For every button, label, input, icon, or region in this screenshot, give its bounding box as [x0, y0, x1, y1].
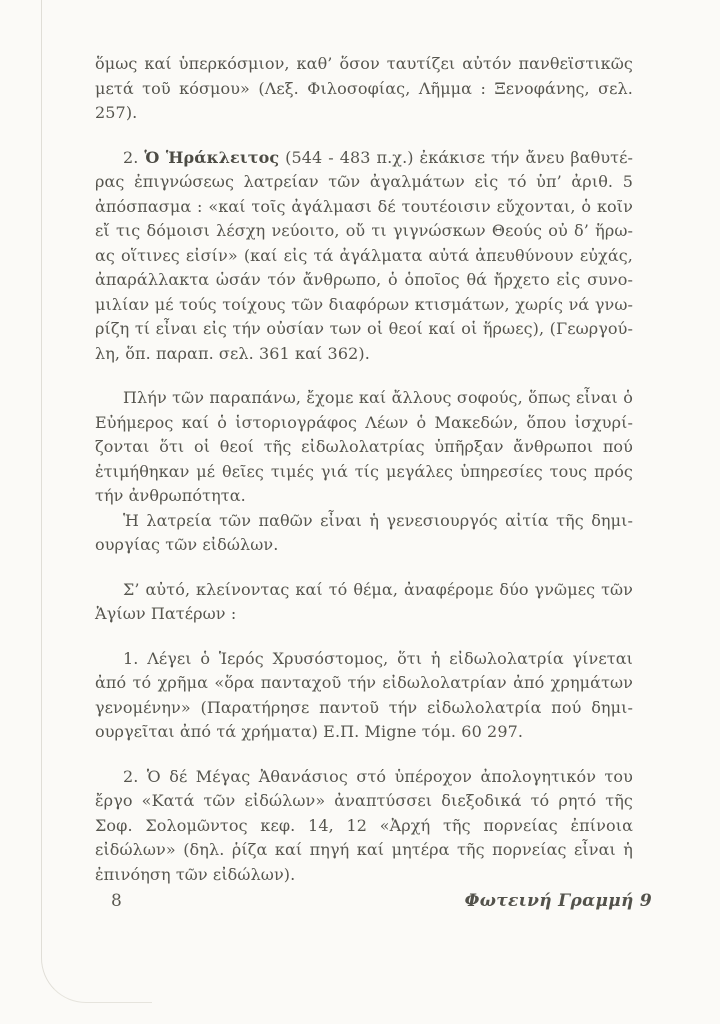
- text-line: ὅμως καί ὑπερκόσμιον, καθ’ ὅσον ταυτίζει αὐτόν πανθεϊστικῶς: [95, 54, 633, 73]
- text-line: μιλίαν μέ τούς τοίχους τῶν διαφόρων κτισμάτων, χωρίς νά γνω-: [95, 294, 633, 314]
- text-line: ἀπαράλλακτα ὡσάν τόν ἄνθρωπο, ὁ ὁποῖος θά ἤρχετο εἰς συνο-: [95, 270, 633, 289]
- text-line: τήν ἀνθρωπότητα.: [95, 486, 246, 505]
- paragraph: [95, 386, 633, 509]
- page-footer: [95, 891, 652, 911]
- text-line: 2. Ὁ Ἡράκλειτος (544 - 483 π.χ.) ἐκάκισε τήν ἄνευ βαθυτέ-: [123, 147, 633, 167]
- text-line: ἐτιμήθηκαν μέ θεῖες τιμές γιά τίς μεγάλες ὑπηρεσίες τους πρός: [95, 461, 633, 481]
- paragraph: [95, 647, 633, 745]
- text-line: Ἡ λατρεία τῶν παθῶν εἶναι ἡ γενεσιουργός αἰτία τῆς δημι-: [123, 510, 633, 530]
- paragraph: [95, 578, 633, 627]
- text-line: Πλήν τῶν παραπάνω, ἔχομε καί ἄλλους σοφούς, ὅπως εἶναι ὁ: [123, 388, 633, 407]
- text-block: [95, 52, 633, 887]
- text-line: εἴ τις δόμοισι λέσχη νεύοιτο, οὔ τι γιγνώσκων Θεούς οὐ δ’ ἥρω-: [95, 221, 633, 240]
- text-line: εἰδώλων» (δηλ. ῥίζα καί πηγή καί μητέρα τῆς πορνείας εἶναι ἡ: [95, 840, 633, 859]
- text-line: μετά τοῦ κόσμου» (Λεξ. Φιλοσοφίας, Λῆμμα : Ξενοφάνης, σελ.: [95, 78, 633, 98]
- text-line: ρίζη τί εἶναι εἰς τήν οὐσίαν των οἱ θεοί καί οἱ ἥρωες), (Γεωργού-: [95, 319, 633, 338]
- bold-text-segment: Ὁ Ἡράκλειτος: [144, 147, 280, 167]
- text-line: ἐπινόηση τῶν εἰδώλων).: [95, 864, 296, 884]
- text-line: Σοφ. Σολομῶντος κεφ. 14, 12 «Ἀρχή τῆς πορνείας ἐπίνοια: [95, 815, 633, 835]
- paragraph: [95, 52, 633, 126]
- text-line: Εὐήμερος καί ὁ ἱστοριογράφος Λέων ὁ Μακεδών, ὅπου ἰσχυρί-: [95, 412, 633, 432]
- paragraph: [95, 146, 633, 367]
- text-line: ρας ἐπιγνώσεως λατρείαν τῶν ἀγαλμάτων εἰς τό ὑπ’ ἀριθ. 5: [95, 172, 633, 191]
- running-title: Φωτεινή Γραμμή 9: [464, 891, 652, 911]
- text-line: ουργεῖται ἀπό τά χρήματα) Ε.Π. Migne τόμ. 60 297.: [95, 722, 524, 741]
- text-line: λη, ὅπ. παραπ. σελ. 361 καί 362).: [95, 343, 370, 363]
- text-line: γενομένην» (Παρατήρησε παντοῦ τήν εἰδωλολατρία πού δημι-: [95, 697, 633, 717]
- text-line: ας οἵτινες εἰσίν» (καί εἰς τά ἀγάλματα αὐτά ἀπευθύνουν εὐχάς,: [95, 245, 633, 265]
- text-line: Σ’ αὐτό, κλείνοντας καί τό θέμα, ἀναφέρομε δύο γνῶμες τῶν: [123, 579, 633, 599]
- paragraph: [95, 509, 633, 558]
- text-line: ἀπόσπασμα : «καί τοῖς ἀγάλμασι δέ τουτέοισιν εὔχονται, ὁ κοῖν: [95, 196, 633, 216]
- paragraph: [95, 765, 633, 888]
- text-line: ζονται ὅτι οἱ θεοί τῆς εἰδωλολατρίας ὑπῆρξαν ἄνθρωποι πού: [95, 437, 633, 456]
- text-line: ἔργο «Κατά τῶν εἰδώλων» ἀναπτύσσει διεξοδικά τό ρητό τῆς: [95, 791, 633, 810]
- text-line: 2. Ὁ δέ Μέγας Ἀθανάσιος στό ὑπέροχον ἀπολογητικόν του: [123, 766, 633, 786]
- text-line: ουργίας τῶν εἰδώλων.: [95, 535, 279, 554]
- page-number: 8: [111, 891, 122, 911]
- text-line: 257).: [95, 103, 138, 122]
- text-line: Ἁγίων Πατέρων :: [95, 604, 237, 623]
- text-line: ἀπό τό χρῆμα «ὅρα πανταχοῦ τήν εἰδωλολατρίαν ἀπό χρημάτων: [95, 673, 633, 692]
- text-line: 1. Λέγει ὁ Ἱερός Χρυσόστομος, ὅτι ἡ εἰδωλολατρία γίνεται: [123, 648, 633, 668]
